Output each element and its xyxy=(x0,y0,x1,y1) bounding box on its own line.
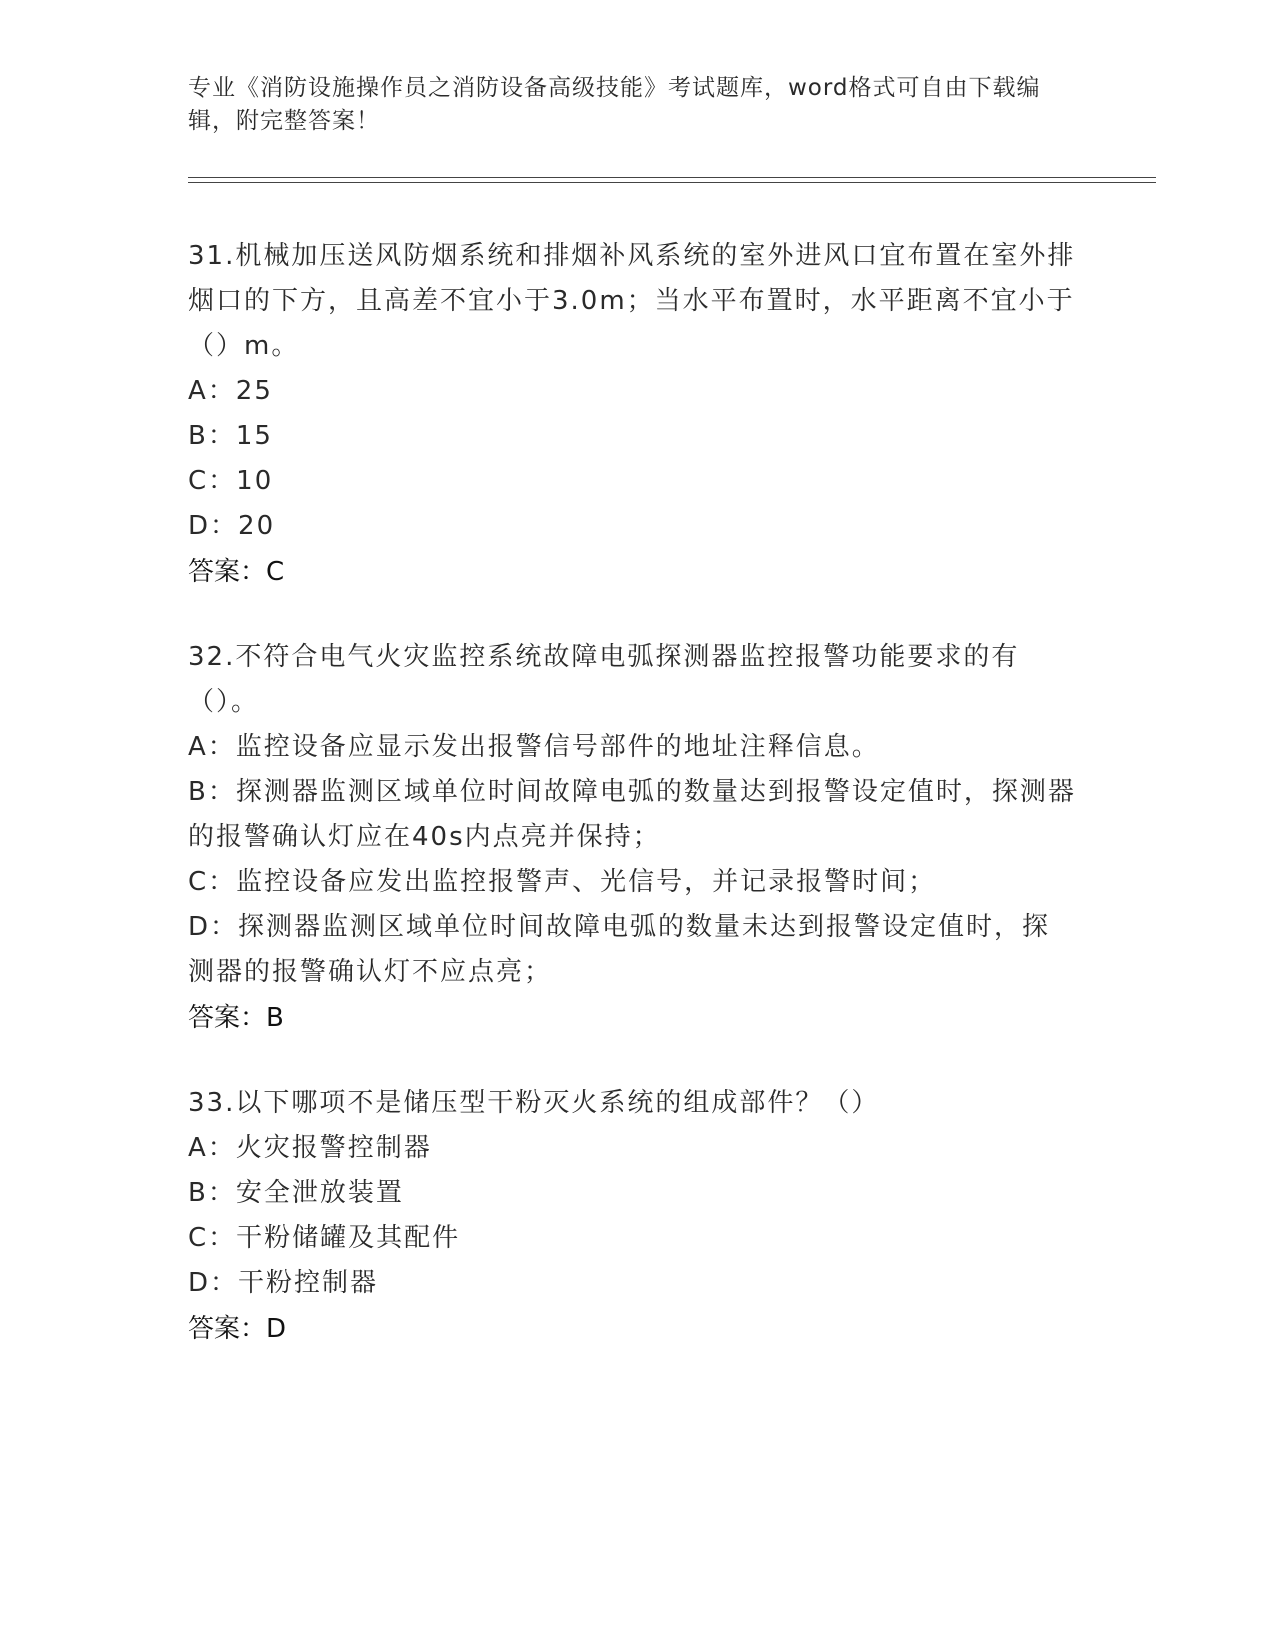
option-b: B：探测器监测区域单位时间故障电弧的数量达到报警设定值时，探测器的报警确认灯应在40s内点亮并保持； xyxy=(188,777,1076,852)
question-stem: 32.不符合电气火灾监控系统故障电弧探测器监控报警功能要求的有（）。 xyxy=(188,642,1020,717)
question-stem: 31.机械加压送风防烟系统和排烟补风系统的室外进风口宜布置在室外排烟口的下方，且高差不宜小于3.0m；当水平布置时，水平距离不宜小于（）m。 xyxy=(188,241,1076,361)
question-31 xyxy=(188,234,1078,595)
option-d: D：探测器监测区域单位时间故障电弧的数量未达到报警设定值时，探测器的报警确认灯不应点亮； xyxy=(188,912,1051,987)
question-stem: 33.以下哪项不是储压型干粉灭火系统的组成部件？（） xyxy=(188,1088,880,1118)
option-b: B：15 xyxy=(188,421,273,451)
document-header: 专业《消防设施操作员之消防设备高级技能》考试题库，word格式可自由下载编辑，附完整答案！ xyxy=(188,75,1041,134)
header-divider-top xyxy=(188,177,1156,178)
option-a: A：火灾报警控制器 xyxy=(188,1133,432,1163)
answer: 答案：C xyxy=(188,557,285,587)
option-c: C：监控设备应发出监控报警声、光信号，并记录报警时间； xyxy=(188,867,937,897)
question-32 xyxy=(188,635,1078,1041)
answer: 答案：B xyxy=(188,1003,284,1033)
option-a: A：25 xyxy=(188,376,273,406)
option-d: D：干粉控制器 xyxy=(188,1268,379,1298)
answer: 答案：D xyxy=(188,1314,287,1344)
option-a: A：监控设备应显示发出报警信号部件的地址注释信息。 xyxy=(188,732,880,762)
question-33 xyxy=(188,1081,1078,1352)
option-b: B：安全泄放装置 xyxy=(188,1178,404,1208)
option-c: C：干粉储罐及其配件 xyxy=(188,1223,461,1253)
option-d: D：20 xyxy=(188,511,276,541)
header-divider-bottom xyxy=(188,182,1156,183)
option-c: C：10 xyxy=(188,466,274,496)
question-list xyxy=(188,234,1078,1392)
